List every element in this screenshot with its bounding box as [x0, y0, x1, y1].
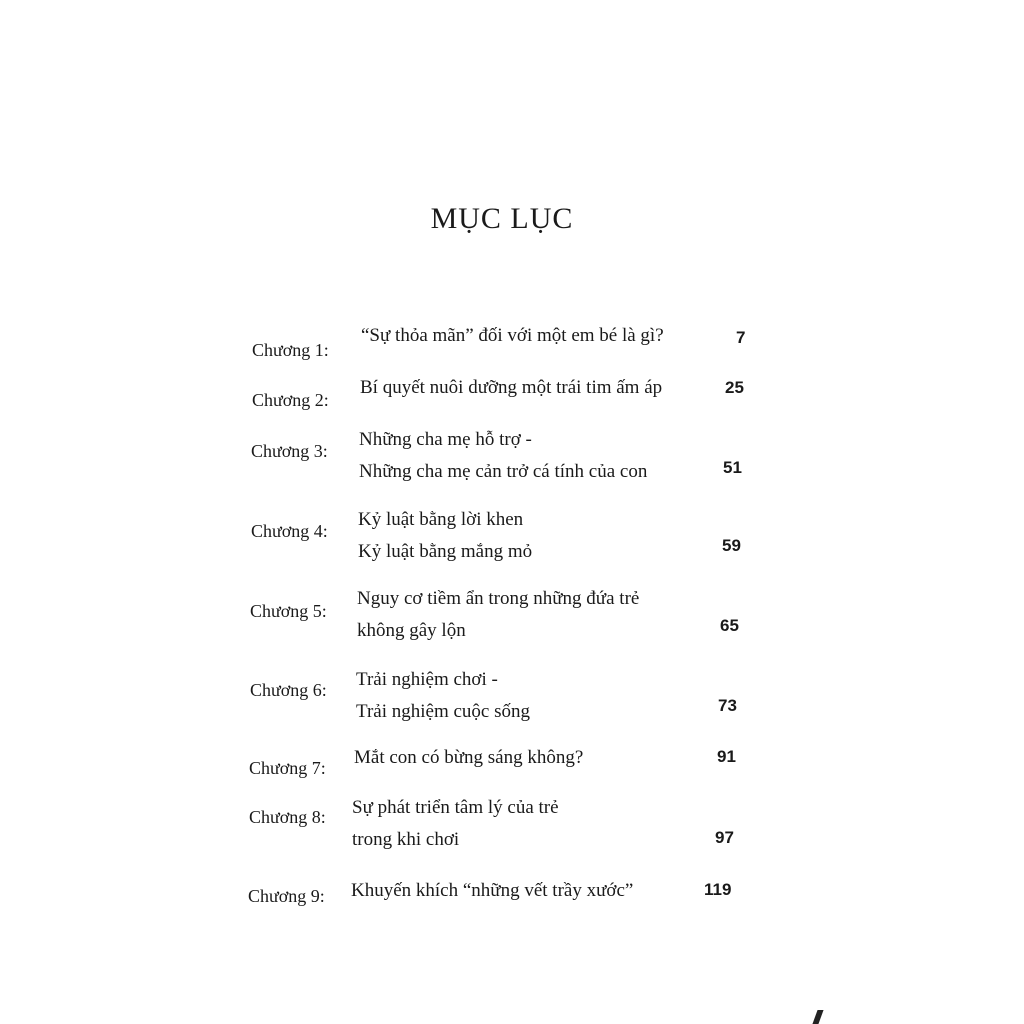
chapter-label: Chương 9: [248, 886, 325, 906]
chapter-label: Chương 1: [252, 340, 329, 360]
entry-title [354, 742, 583, 774]
chapter-label: Chương 5: [250, 601, 327, 621]
entry-title-line: Trải nghiệm cuộc sống [356, 701, 530, 722]
entry-title [351, 875, 633, 907]
chapter-label: Chương 6: [250, 680, 327, 700]
chapter-label: Chương 7: [249, 758, 326, 778]
entry-title [359, 424, 647, 488]
entry-title-line: không gây lộn [357, 620, 466, 641]
entry-title-line: Trải nghiệm chơi - [356, 669, 498, 690]
chapter-label: Chương 3: [251, 441, 328, 461]
entry-title-line: Sự phát triển tâm lý của trẻ [352, 797, 559, 818]
entry-title [357, 583, 639, 647]
page-title: MỤC LỤC [430, 202, 574, 236]
entry-title-line: Kỷ luật bằng mắng mỏ [358, 541, 533, 562]
page-number: 59 [722, 536, 741, 555]
entry-title-line: trong khi chơi [352, 829, 460, 850]
entry-title-line: Những cha mẹ hỗ trợ - [359, 429, 532, 450]
entry-title-line: Kỷ luật bằng lời khen [358, 509, 524, 530]
chapter-label: Chương 8: [249, 807, 326, 827]
page-number: 7 [736, 328, 746, 347]
entry-title [352, 792, 559, 856]
page-number: 65 [720, 616, 739, 635]
entry-title [360, 372, 662, 404]
entry-title-line: “Sự thỏa mãn” đối với một em bé là gì? [361, 325, 664, 346]
page-number: 97 [715, 828, 734, 847]
entry-title [358, 504, 532, 568]
page-number: 25 [725, 378, 744, 397]
entry-title-line: Nguy cơ tiềm ẩn trong những đứa trẻ [357, 588, 640, 609]
entry-title-line: Những cha mẹ cản trở cá tính của con [359, 461, 648, 482]
entry-title [361, 320, 664, 352]
page-number: 119 [704, 880, 732, 899]
page-number: 51 [723, 458, 742, 477]
entry-title-line: Mắt con có bừng sáng không? [354, 747, 584, 768]
chapter-label: Chương 4: [251, 521, 328, 541]
entry-title-line: Bí quyết nuôi dưỡng một trái tim ấm áp [360, 377, 663, 398]
entry-title [356, 664, 530, 728]
page-number: 73 [718, 696, 737, 715]
chapter-label: Chương 2: [252, 390, 329, 410]
page-number: 91 [717, 747, 736, 766]
entry-title-line: Khuyến khích “những vết trầy xước” [351, 880, 634, 901]
